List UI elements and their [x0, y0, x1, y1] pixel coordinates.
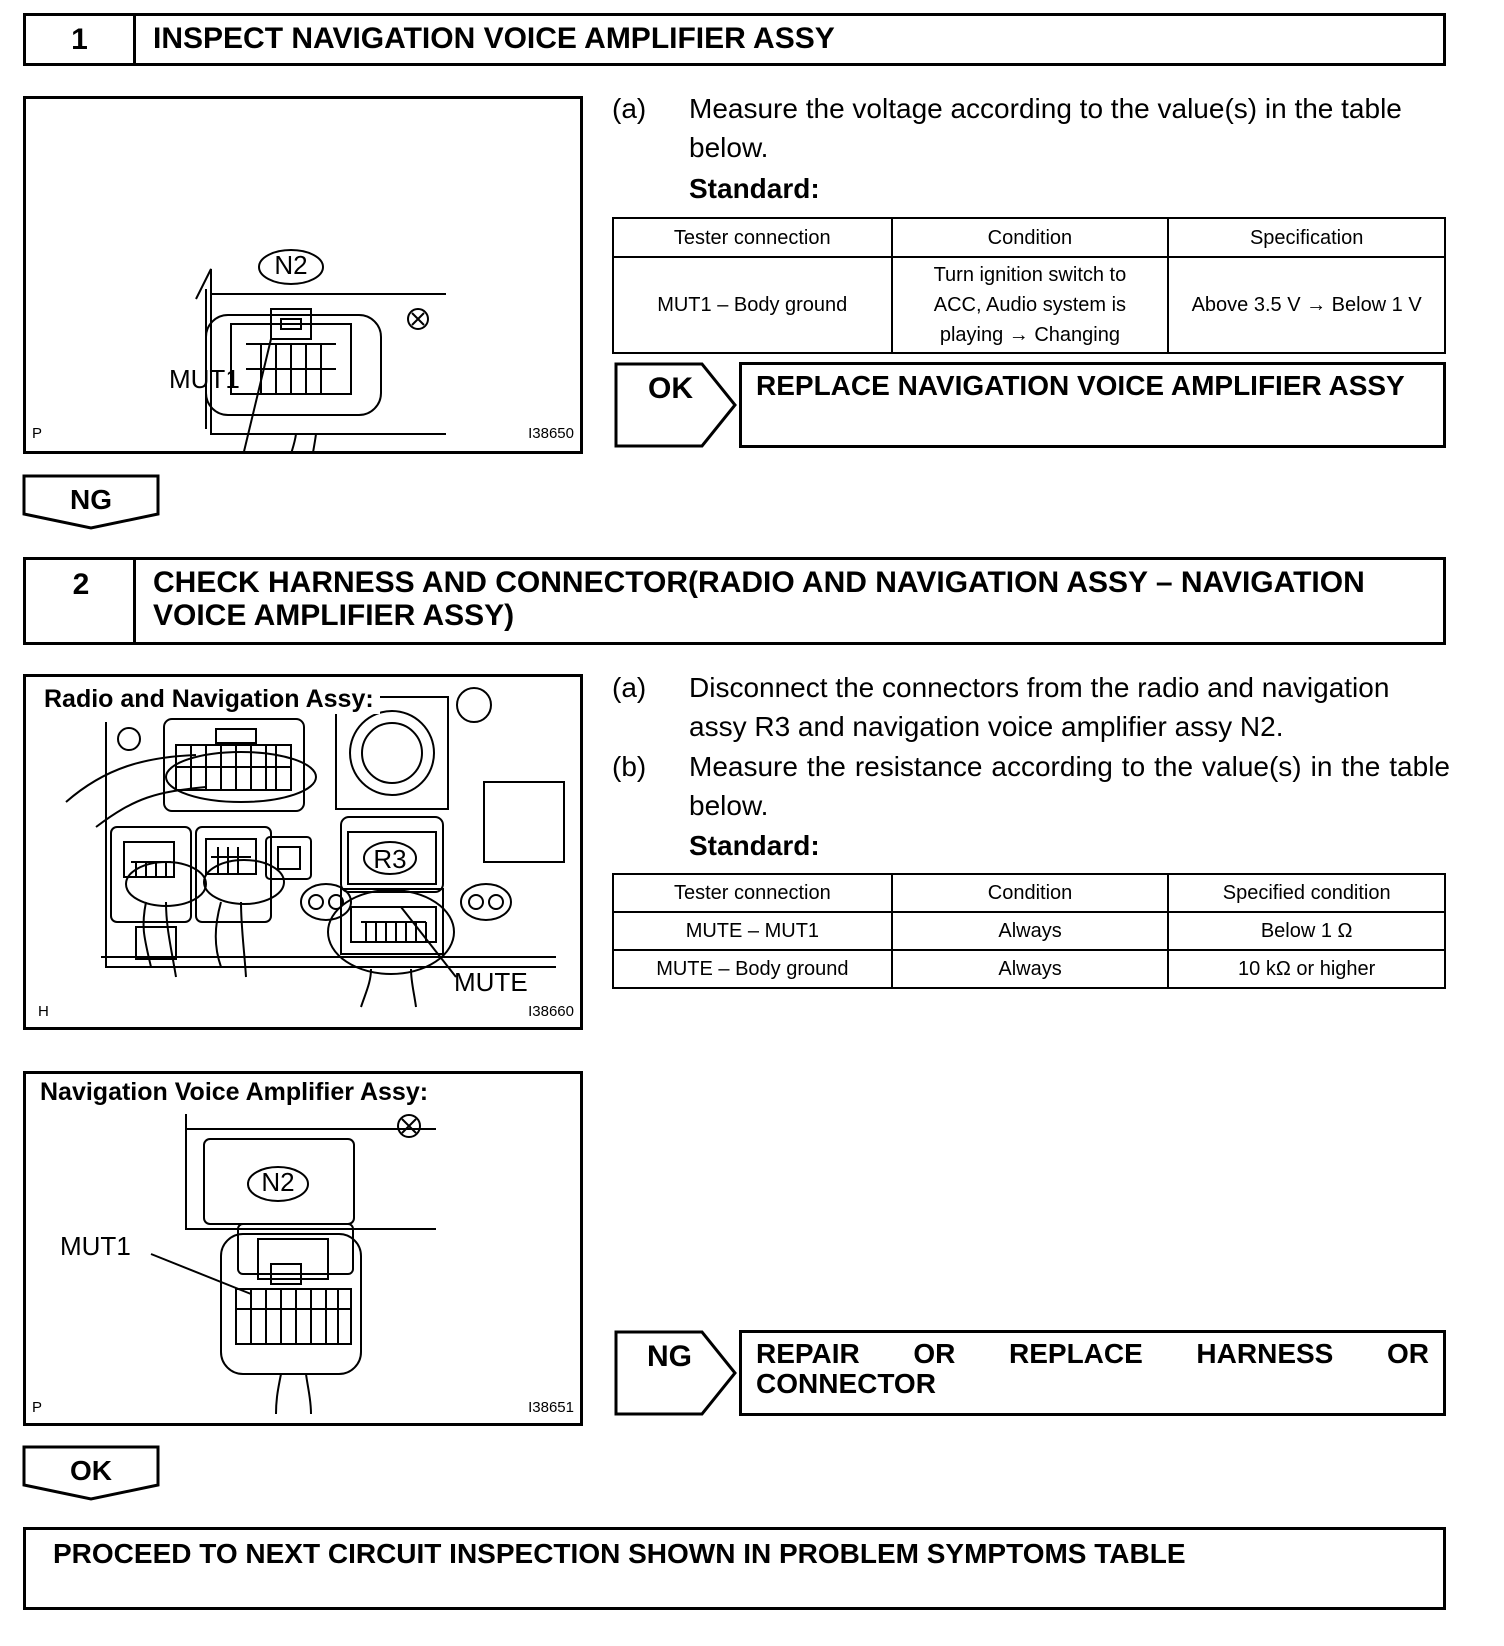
- instruction-label: (b): [612, 751, 647, 782]
- figure-id: I38660: [528, 1003, 574, 1020]
- amplifier-figure-title: Navigation Voice Amplifier Assy:: [40, 1078, 429, 1106]
- table-row: [613, 950, 1445, 988]
- table-cell: 10 kΩ or higher: [1168, 950, 1445, 988]
- table-cell: Always: [892, 912, 1169, 950]
- step2-number: 2: [72, 568, 90, 601]
- instruction-text: Disconnect the connectors from the radio and navigation assy R3 and navigation voice amplifier assy N2.: [689, 672, 1390, 742]
- ng-label: NG: [647, 1340, 692, 1373]
- ok-result-box: [739, 362, 1446, 448]
- step2-instruction-b: [612, 747, 1450, 827]
- instruction-text: Measure the resistance according to the value(s) in the table below.: [689, 751, 1450, 821]
- amplifier-connector-label: N2: [261, 1167, 295, 1197]
- instruction-label: (a): [612, 93, 647, 124]
- table-cell: Above 3.5 V → Below 1 V: [1168, 257, 1445, 353]
- step1-instruction-a: [612, 89, 1450, 169]
- final-instruction-box: [23, 1527, 1446, 1610]
- table-cell: Always: [892, 950, 1169, 988]
- table-row: [613, 912, 1445, 950]
- table-header: Condition: [892, 218, 1169, 257]
- terminal-label: MUT1: [169, 364, 240, 394]
- radio-terminal-label: MUTE: [454, 967, 528, 997]
- step2-header: [23, 557, 1446, 645]
- step1-spec-table: [612, 217, 1446, 354]
- instruction-text: Measure the voltage according to the value(s) in the table below.: [689, 93, 1402, 163]
- step2-title: CHECK HARNESS AND CONNECTOR(RADIO AND NAVIGATION ASSY – NAVIGATION VOICE AMPLIFIER ASSY): [153, 566, 1365, 632]
- table-header: Condition: [892, 874, 1169, 912]
- table-header: Tester connection: [613, 874, 892, 912]
- figure-corner-label: P: [32, 1399, 43, 1416]
- step1-figure: [23, 96, 583, 454]
- step2-figure-amplifier: [23, 1071, 583, 1426]
- step2-figure-radio: [23, 674, 583, 1030]
- figure-id: I38650: [528, 425, 574, 442]
- step2-spec-table: [612, 873, 1446, 989]
- table-header: Tester connection: [613, 218, 892, 257]
- table-cell: MUTE – Body ground: [613, 950, 892, 988]
- instruction-label: (a): [612, 672, 647, 703]
- figure-corner-label: H: [38, 1003, 49, 1020]
- table-header: Specification: [1168, 218, 1445, 257]
- ok-result-text: REPLACE NAVIGATION VOICE AMPLIFIER ASSY: [756, 370, 1405, 401]
- step1-standard-label: Standard:: [689, 173, 820, 204]
- ok-label: OK: [70, 1455, 112, 1486]
- step2-standard-label: Standard:: [689, 830, 820, 861]
- radio-connector-label: R3: [373, 844, 407, 874]
- step2-instruction-a: [612, 668, 1450, 748]
- step1-title: INSPECT NAVIGATION VOICE AMPLIFIER ASSY: [153, 22, 835, 55]
- table-row: [613, 257, 1445, 353]
- ok-label: OK: [648, 372, 693, 405]
- amplifier-terminal-label: MUT1: [60, 1231, 131, 1261]
- table-cell: Below 1 Ω: [1168, 912, 1445, 950]
- figure-id: I38651: [528, 1399, 574, 1416]
- figure-corner-label: P: [32, 425, 43, 442]
- radio-figure-title: Radio and Navigation Assy:: [44, 685, 380, 714]
- ng-result-text: REPAIR OR REPLACE HARNESS OR CONNECTOR: [756, 1338, 1429, 1399]
- final-instruction-text: PROCEED TO NEXT CIRCUIT INSPECTION SHOWN IN PROBLEM SYMPTOMS TABLE: [53, 1538, 1186, 1569]
- step1-number: 1: [26, 16, 136, 63]
- table-cell: MUT1 – Body ground: [613, 257, 892, 353]
- table-cell: MUTE – MUT1: [613, 912, 892, 950]
- step1-header: [23, 13, 1446, 66]
- ng-label: NG: [70, 484, 112, 515]
- table-cell: Turn ignition switch to ACC, Audio system is playing → Changing: [892, 257, 1169, 353]
- table-header-row: [613, 218, 1445, 257]
- table-header-row: [613, 874, 1445, 912]
- connector-label: N2: [274, 250, 308, 280]
- table-header: Specified condition: [1168, 874, 1445, 912]
- ng-result-box: [739, 1330, 1446, 1416]
